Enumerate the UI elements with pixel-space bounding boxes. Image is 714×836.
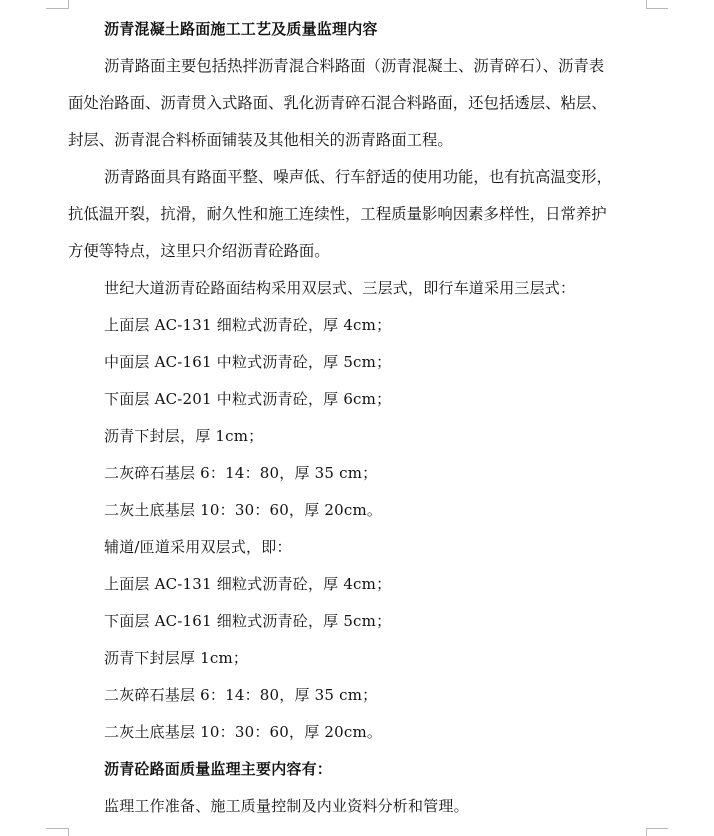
crop-mark-bottom-right: [646, 828, 668, 829]
side-road-intro: 辅道/匝道采用双层式，即：: [104, 538, 292, 556]
layer-item: 二灰土底基层 10：30：60，厚 20cm。: [104, 501, 383, 519]
crop-mark-bottom-right: [646, 828, 647, 836]
document-body[interactable]: [68, 11, 658, 825]
layer-item: 中面层 AC-161 中粒式沥青砼，厚 5cm；: [104, 353, 392, 371]
paragraph-line: 沥青路面主要包括热拌沥青混合料路面（沥青混凝土、沥青碎石）、沥青表: [104, 57, 605, 75]
layer-item: 沥青下封层厚 1cm；: [104, 649, 249, 667]
document-heading: 沥青混凝土路面施工工艺及质量监理内容: [104, 20, 378, 38]
supervision-heading: 沥青砼路面质量监理主要内容有：: [104, 760, 333, 778]
layer-item: 下面层 AC-161 细粒式沥青砼，厚 5cm；: [104, 612, 392, 630]
layer-item: 下面层 AC-201 中粒式沥青砼，厚 6cm；: [104, 390, 392, 408]
main-road-intro: 世纪大道沥青砼路面结构采用双层式、三层式，即行车道采用三层式：: [104, 279, 576, 297]
supervision-text: 监理工作准备、施工质量控制及内业资料分析和管理。: [104, 797, 469, 815]
paragraph-line: 封层、沥青混合料桥面铺装及其他相关的沥青路面工程。: [68, 131, 453, 149]
layer-item: 二灰碎石基层 6：14：80，厚 35 cm；: [104, 686, 378, 704]
crop-mark-top-right: [646, 0, 647, 9]
layer-item: 沥青下封层，厚 1cm；: [104, 427, 264, 445]
paragraph-line: 沥青路面具有路面平整、噪声低、行车舒适的使用功能，也有抗高温变形，: [104, 168, 612, 186]
crop-mark-bottom-left: [68, 828, 69, 836]
layer-item: 上面层 AC-131 细粒式沥青砼，厚 4cm；: [104, 575, 392, 593]
paragraph-line: 抗低温开裂，抗滑，耐久性和施工连续性，工程质量影响因素多样性，日常养护: [68, 205, 607, 223]
layer-item: 上面层 AC-131 细粒式沥青砼，厚 4cm；: [104, 316, 392, 334]
paragraph-line: 面处治路面、沥青贯入式路面、乳化沥青碎石混合料路面，还包括透层、粘层、: [68, 94, 607, 112]
crop-mark-top-right: [646, 8, 668, 9]
layer-item: 二灰碎石基层 6：14：80，厚 35 cm；: [104, 464, 378, 482]
layer-item: 二灰土底基层 10：30：60，厚 20cm。: [104, 723, 383, 741]
crop-mark-bottom-left: [46, 828, 68, 829]
paragraph-line: 方便等特点，这里只介绍沥青砼路面。: [68, 242, 330, 260]
crop-mark-top-left: [68, 0, 69, 9]
crop-mark-top-left: [46, 8, 68, 9]
